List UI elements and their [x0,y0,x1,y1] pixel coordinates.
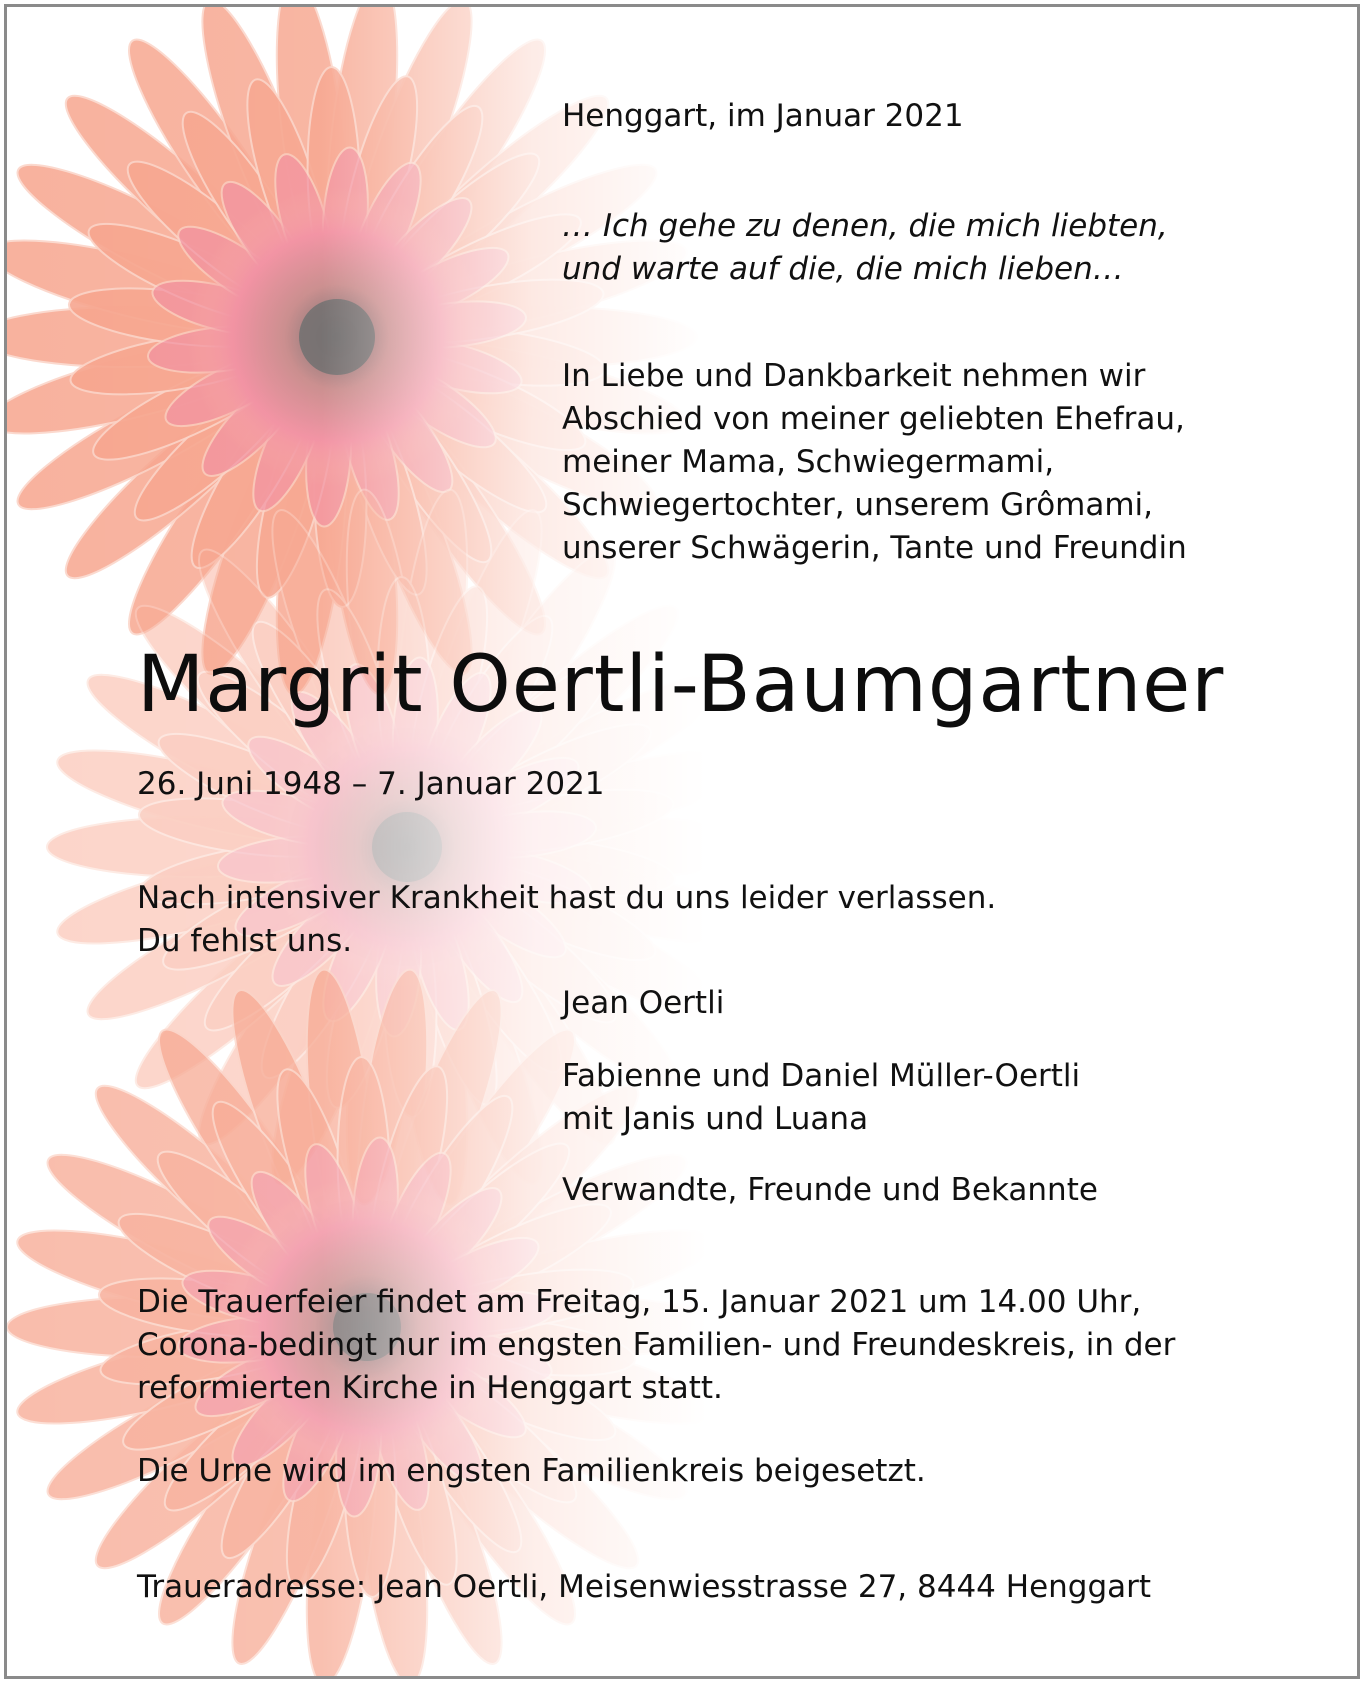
mourner-family [562,1055,1080,1141]
mourner-line: Fabienne und Daniel Müller-Oertli [562,1058,1081,1094]
ceremony-text [137,1281,1175,1410]
intro-line: Abschied von meiner geliebten Ehefrau, [562,401,1185,437]
intro-line: meiner Mama, Schwiegermami, [562,444,1055,480]
place-date: Henggart, im Januar 2021 [562,98,964,134]
ceremony-line: Die Trauerfeier findet am Freitag, 15. Januar 2021 um 14.00 Uhr, [137,1284,1142,1320]
quote [562,205,1168,291]
farewell-line: Du fehlst uns. [137,923,353,959]
notice-frame [4,4,1360,1679]
intro-line: Schwiegertochter, unserem Grômami, [562,487,1154,523]
mourning-address: Traueradresse: Jean Oertli, Meisenwiesstrasse 27, 8444 Henggart [137,1569,1152,1605]
intro-line: In Liebe und Dankbarkeit nehmen wir [562,358,1146,394]
farewell-text [137,877,996,963]
quote-line: … Ich gehe zu denen, die mich liebten, [562,208,1168,244]
deceased-name: Margrit Oertli-Baumgartner [137,640,1225,730]
quote-line: und warte auf die, die mich lieben… [562,251,1124,287]
mourner-line: Jean Oertli [562,985,725,1021]
farewell-line: Nach intensiver Krankheit hast du uns leider verlassen. [137,880,997,916]
intro-line: unserer Schwägerin, Tante und Freundin [562,530,1187,566]
urn-text: Die Urne wird im engsten Familienkreis beigesetzt. [137,1453,926,1489]
mourner-line: mit Janis und Luana [562,1101,869,1137]
ceremony-line: Corona-bedingt nur im engsten Familien- und Freundeskreis, in der [137,1327,1176,1363]
mourner-others [562,1169,1098,1212]
intro-text [562,355,1187,570]
mourner-spouse [562,982,724,1025]
ceremony-line: reformierten Kirche in Henggart statt. [137,1370,723,1406]
mourner-line: Verwandte, Freunde und Bekannte [562,1172,1098,1208]
life-dates: 26. Juni 1948 – 7. Januar 2021 [137,766,605,802]
